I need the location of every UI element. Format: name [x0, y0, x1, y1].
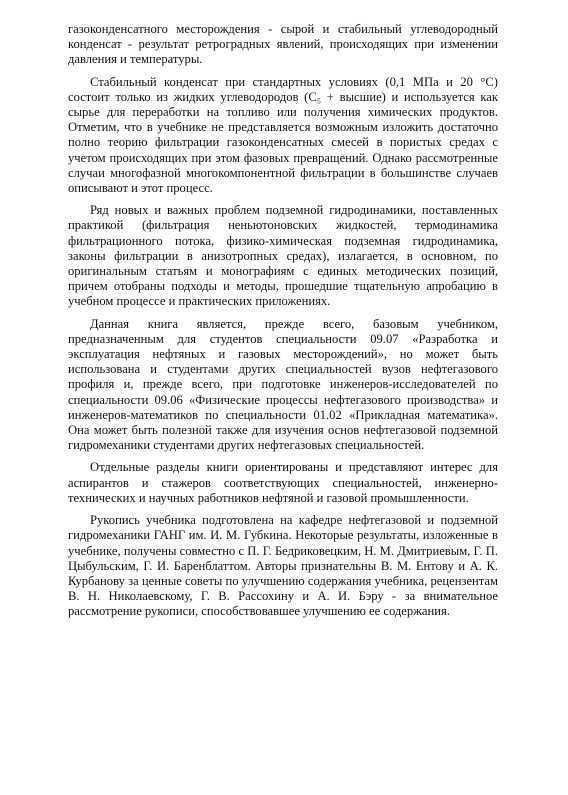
paragraph-1: газоконденсатного месторождения - сырой и стабильный углеводородный конденсат - результат ретроградных явлений, происходящих при изменении давления и температуры.	[68, 22, 498, 67]
paragraph-6: Рукопись учебника подготовлена на кафедре нефтегазовой и подземной гидромеханики ГАНГ им. И. М. Губкина. Некоторые результаты, изложенные в учебнике, получены совместно с П. Г. Бедриковецким, Н. М. Дмитриевым, Г. П. Цыбульским, Г. И. Баренблаттом. Авторы признательны В. М. Ентову и А. К. Курбанову за ценные советы по улучшению содержания учебника, рецензентам В. Н. Николаевскому, Г. В. Рассохину и А. И. Бэру - за внимательное рассмотрение рукописи, способствовавшее улучшению ее содержания.	[68, 513, 498, 619]
paragraph-5: Отдельные разделы книги ориентированы и представляют интерес для аспирантов и стажеров соответствующих специальностей, инженерно-технических и научных работников нефтяной и газовой промышленности.	[68, 460, 498, 505]
page-body	[68, 22, 498, 627]
paragraph-4: Данная книга является, прежде всего, базовым учебником, предназначенным для студентов специальности 09.07 «Разработка и эксплуатация нефтяных и газовых месторождений», но может быть использована и студентами других специальностей вузов нефтегазового профиля и, прежде всего, при подготовке инженеров-исследователей по специальности 09.06 «Физические процессы нефтегазового производства» и инженеров-математиков по специальности 01.02 «Прикладная математика». Она может быть полезной также для изучения основ нефтегазовой подземной гидромеханики студентами других нефтегазовых специальностей.	[68, 316, 498, 453]
paragraph-2: Стабильный конденсат при стандартных условиях (0,1 МПа и 20 °С) состоит только из жидких углеводородов (C₅ + высшие) и используется как сырье для переработки на топливо или получения химических продуктов. Отметим, что в учебнике не представляется возможным изложить достаточно полно теорию фильтрации газоконденсатных смесей в пористых средах с учетом происходящих при этом фазовых превращений. Однако рассмотренные случаи многофазной многокомпонентной фильтрации в большинстве случаев описывают и этот процесс.	[68, 74, 498, 196]
paragraph-3: Ряд новых и важных проблем подземной гидродинамики, поставленных практикой (фильтрация неньютоновских жидкостей, термодинамика фильтрационного потока, физико-химическая подземная гидродинамика, законы фильтрации в анизотропных средах), излагается, в основном, по оригинальным статьям и монографиям с единых методических позиций, причем отобраны подходы и методы, прошедшие тщательную апробацию в учебном процессе и практических приложениях.	[68, 203, 498, 309]
